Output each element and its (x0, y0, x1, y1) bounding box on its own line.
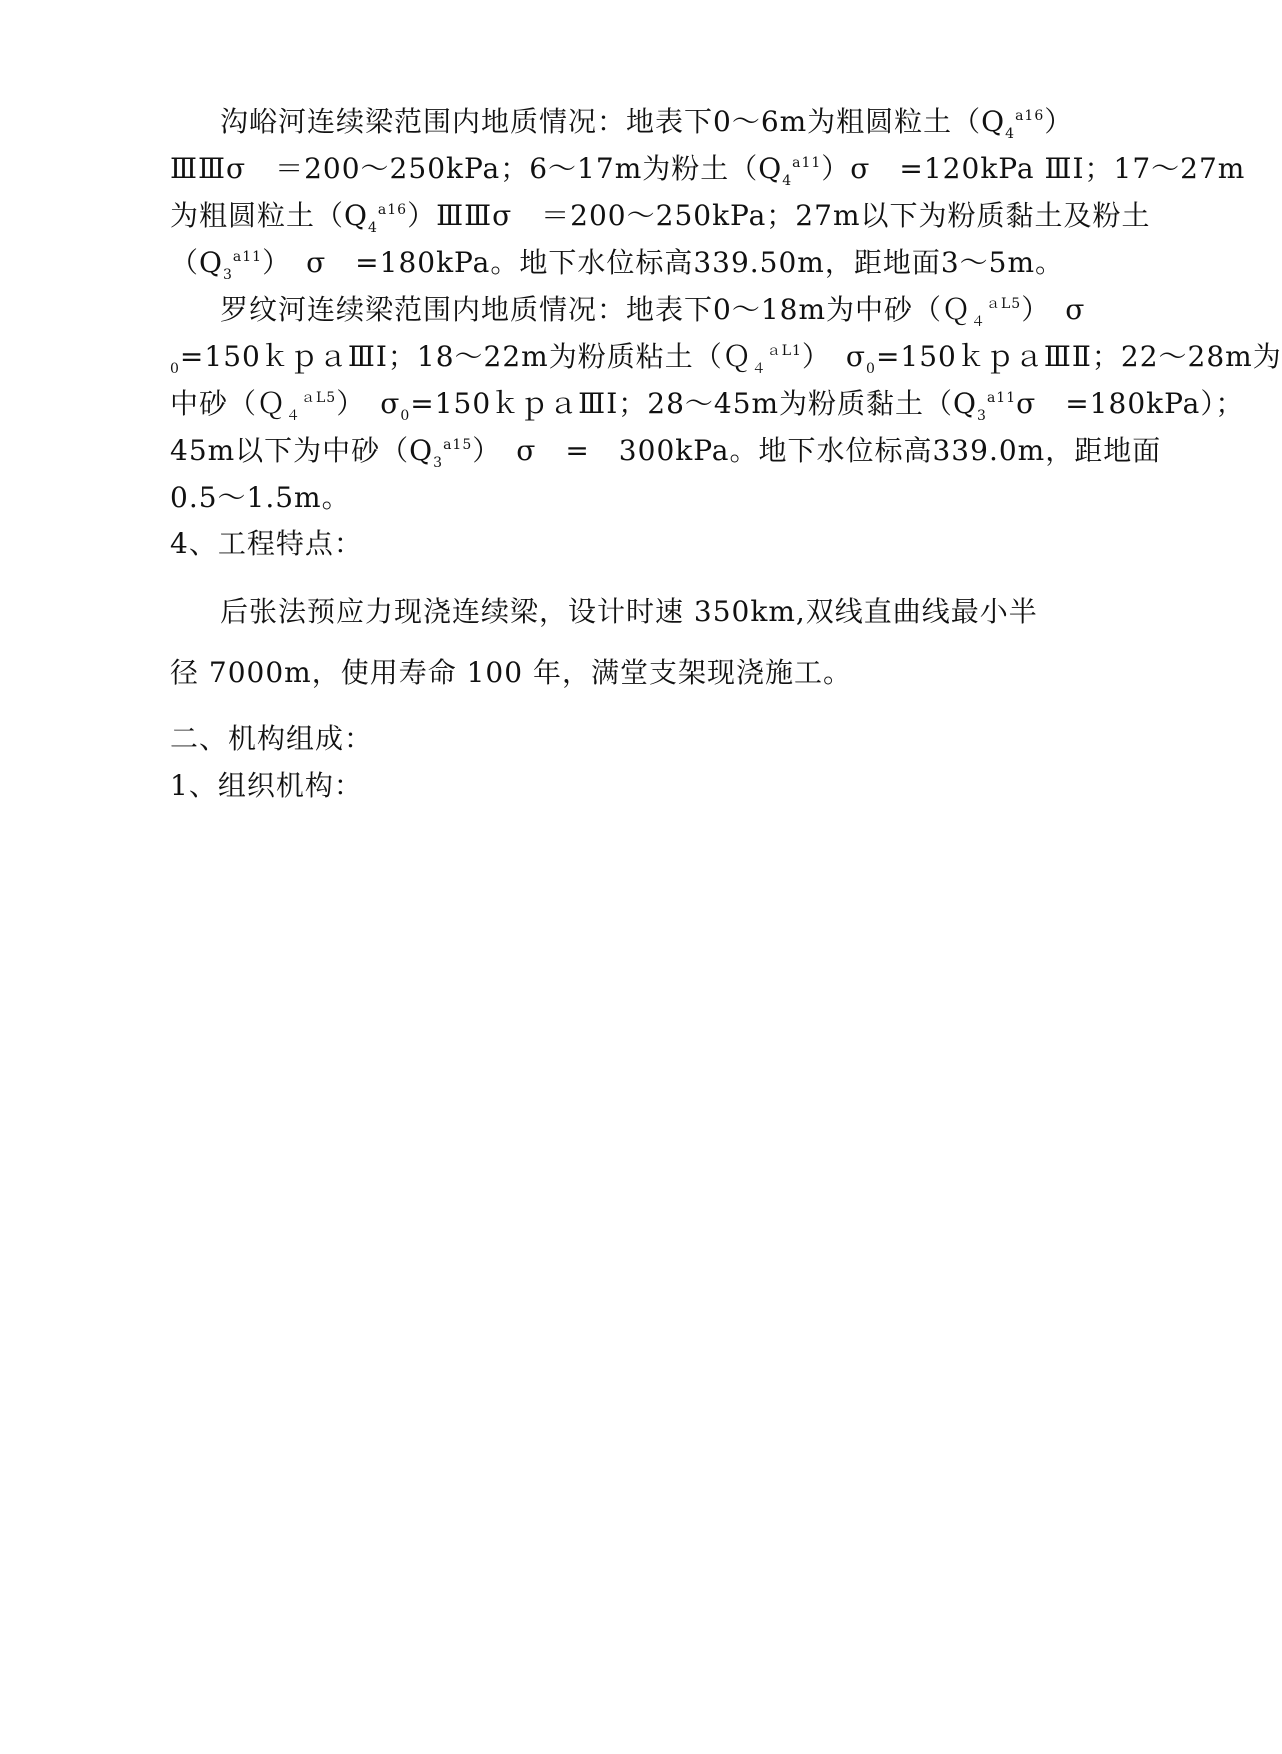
subscript: ４ (286, 408, 302, 424)
para1-line-4 (170, 241, 1064, 281)
text-run: 罗纹河连续梁范围内地质情况：地表下0～18m为中砂（Ｑ (220, 293, 971, 326)
section-heading-two: 二、机构组成： (170, 722, 374, 755)
superscript: a15 (443, 437, 473, 453)
subscript: 0 (400, 408, 411, 424)
text-run: ⅢⅢσ ＝200～250kPa；6～17m为粉土（Q (170, 152, 783, 185)
superscript: a16 (377, 202, 408, 218)
subscript: 4 (1005, 126, 1016, 142)
para2-line-3 (170, 382, 1244, 422)
subscript: 3 (222, 267, 233, 283)
text-run: ）σ =120kPa ⅢⅠ；17～27m (821, 152, 1246, 185)
text-run: ） σ (336, 387, 401, 420)
superscript: ａL5 (986, 296, 1022, 312)
subscript: ４ (971, 314, 986, 330)
para1-line-2 (170, 147, 1245, 187)
para2-line-4 (170, 429, 1161, 469)
features-line-2: 径 7000m，使用寿命 100 年，满堂支架现浇施工。 (170, 656, 852, 689)
subscript: 0 (170, 361, 180, 377)
superscript: a11 (232, 249, 263, 265)
para2-line-5: 0.5～1.5m。 (170, 481, 351, 514)
subscript: 3 (433, 455, 444, 471)
para1-line-1 (220, 100, 1073, 140)
text-run: ） σ (1021, 293, 1086, 326)
subscript: 0 (866, 361, 876, 377)
subscript: 4 (367, 220, 378, 236)
text-run: （Q (170, 246, 223, 279)
features-line-1: 后张法预应力现浇连续梁，设计时速 350km,双线直曲线最小半 (220, 595, 1038, 628)
text-run: ） σ (801, 340, 867, 373)
text-run: =150ｋｐａⅢⅡ；22～28m为 (875, 340, 1282, 373)
text-run: ） σ =180kPa。地下水位标高339.50m，距地面3～5m。 (262, 246, 1065, 279)
subscript: ４ (751, 361, 767, 377)
para2-line-1 (220, 288, 1085, 328)
text-run: 45m以下为中砂（Q (170, 434, 434, 467)
section-heading-4: 4、工程特点： (170, 527, 363, 560)
superscript: a11 (792, 155, 822, 171)
text-run: ） σ = 300kPa。地下水位标高339.0m，距地面 (472, 434, 1162, 467)
superscript: a11 (986, 390, 1017, 406)
text-run: 沟峪河连续梁范围内地质情况：地表下0～6m为粗圆粒土（Q (220, 105, 1006, 138)
superscript: a16 (1015, 108, 1045, 124)
para2-line-2 (170, 335, 1282, 375)
text-run: =150ｋｐａⅢⅠ；18～22m为粉质粘土（Ｑ (179, 340, 752, 373)
text-run: σ =180kPa）； (1016, 387, 1245, 420)
subscript: 3 (977, 408, 987, 424)
text-run: 为粗圆粒土（Q (170, 199, 368, 232)
text-run: ）ⅢⅢσ ＝200～250kPa；27m以下为粉质黏土及粉土 (407, 199, 1151, 232)
section-heading-1: 1、组织机构： (170, 769, 363, 802)
text-run: ） (1044, 105, 1074, 138)
text-run: =150ｋｐａⅢⅠ；28～45m为粉质黏土（Q (410, 387, 978, 420)
superscript: ａL1 (766, 343, 802, 359)
superscript: ａL5 (301, 390, 337, 406)
para1-line-3 (170, 194, 1151, 234)
text-run: 中砂（Ｑ (170, 387, 287, 420)
subscript: 4 (782, 173, 793, 189)
